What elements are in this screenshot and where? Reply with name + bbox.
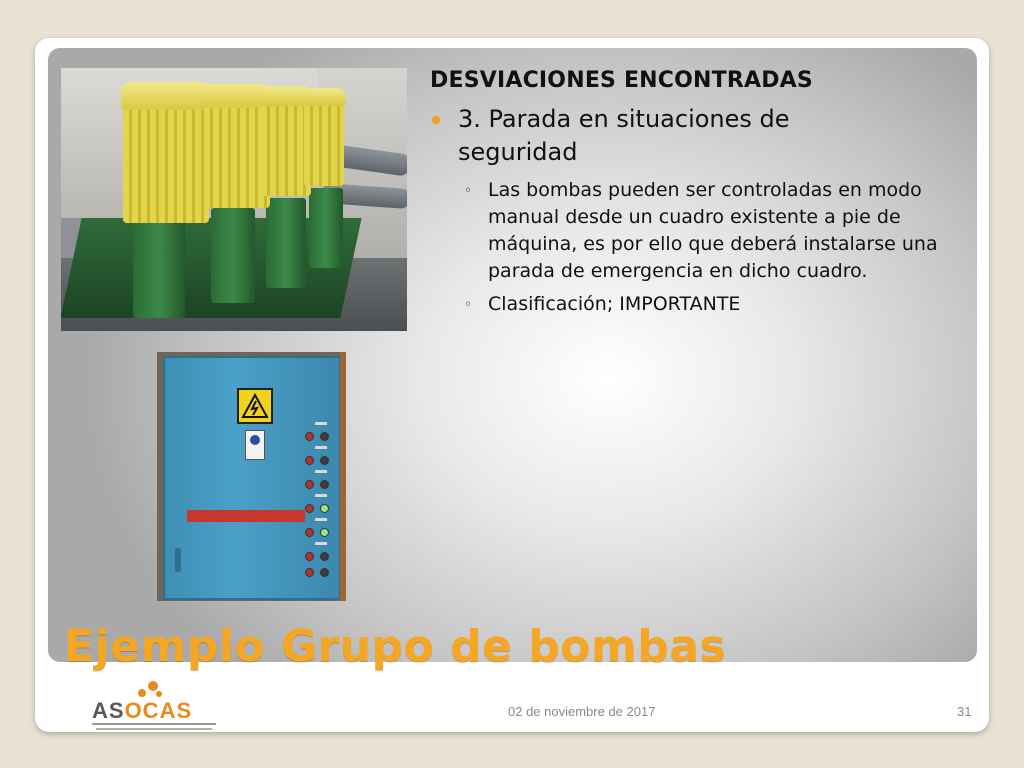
indicator-lamp	[320, 504, 329, 513]
pump-body	[309, 188, 343, 268]
red-label-strip	[187, 510, 305, 522]
logo-dot-icon	[156, 691, 162, 697]
indicator-lamp	[305, 456, 314, 465]
warning-triangle-icon	[241, 393, 269, 419]
indicator-lamp	[320, 528, 329, 537]
cabinet-door	[163, 356, 341, 600]
sub-bullet-circle-icon: ◦	[464, 183, 473, 199]
indicator-lamp	[320, 432, 329, 441]
pump-motor	[123, 98, 209, 223]
footer-date: 02 de noviembre de 2017	[508, 704, 656, 719]
indicator-lamp	[305, 552, 314, 561]
sub-bullet-text: Las bombas pueden ser controladas en modo manual desde un cuadro existente a pie de máquina, es por ello que deberá instalarse una parada de emergencia en dicho cuadro.	[488, 179, 938, 282]
indicator-lamp	[305, 568, 314, 577]
pump-body	[266, 198, 306, 288]
pump-body	[211, 208, 255, 303]
indicator-lamp	[305, 432, 314, 441]
page-number: 31	[957, 704, 972, 719]
section-heading: DESVIACIONES ENCONTRADAS	[430, 68, 813, 93]
indicator-lamp	[305, 504, 314, 513]
bullet-item	[430, 103, 888, 169]
sub-bullet-circle-icon: ◦	[464, 297, 473, 313]
sub-bullet-item	[430, 177, 958, 285]
indicator-lamp	[320, 568, 329, 577]
indicator-lamp	[320, 552, 329, 561]
photo-pump-group	[61, 68, 407, 331]
info-sign	[245, 430, 265, 460]
logo-text: ASOCAS	[92, 698, 193, 723]
indicator-lamp	[320, 480, 329, 489]
electric-hazard-sign	[237, 388, 273, 424]
pump-motor	[304, 98, 344, 186]
logo-dot-icon	[138, 689, 146, 697]
sub-bullet-item	[430, 291, 958, 318]
asocas-logo	[92, 681, 218, 733]
logo-dot-icon	[148, 681, 158, 691]
photo-control-cabinet	[157, 352, 346, 601]
slide-text-block	[430, 68, 970, 324]
indicator-lamp	[320, 456, 329, 465]
slide-title: Ejemplo Grupo de bombas	[64, 621, 727, 672]
bullet-dot-icon	[432, 116, 440, 124]
pump-body	[133, 218, 185, 318]
sub-bullet-text: Clasificación; IMPORTANTE	[488, 293, 741, 315]
indicator-lamp	[305, 528, 314, 537]
indicator-lamp	[305, 480, 314, 489]
door-latch	[175, 548, 181, 572]
bullet-text: 3. Parada en situaciones de seguridad	[458, 105, 790, 166]
